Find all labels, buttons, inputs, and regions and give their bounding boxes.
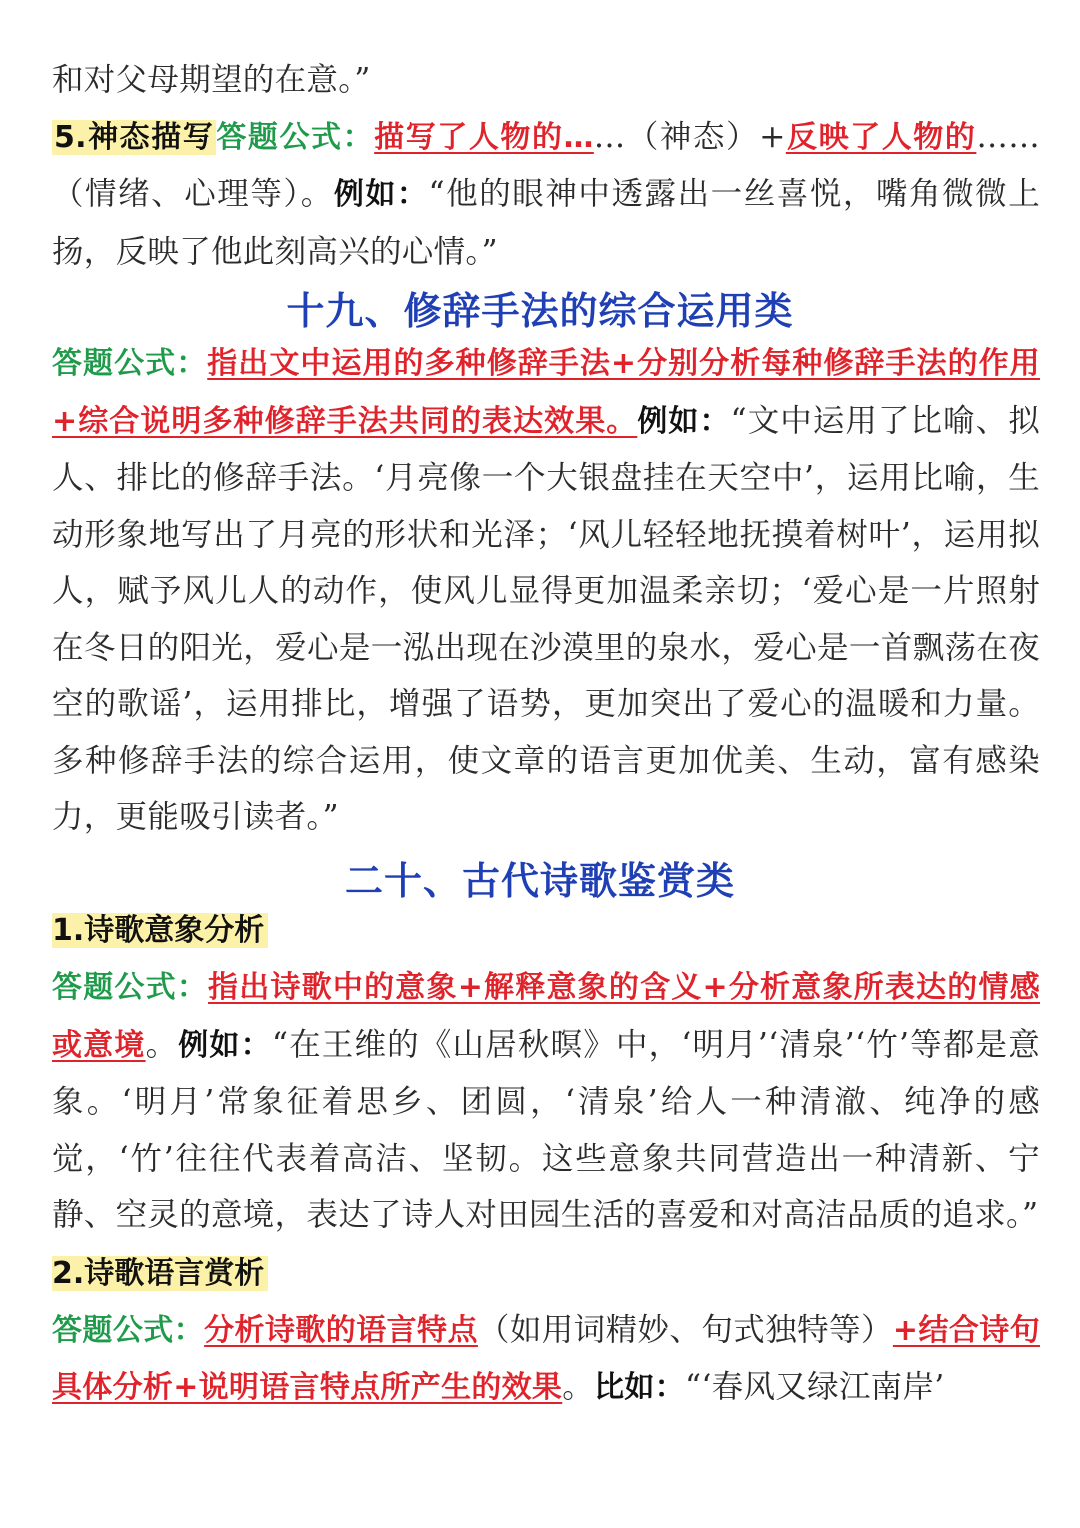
section19-example-text: “文中运用了比喻、拟人、排比的修辞手法。‘月亮像一个大银盘挂在天空中’，运用比喻，生动形象地写出了月亮的形状和光泽；‘风儿轻轻地抚摸着树叶’，运用拟人，赋予风儿人的动作，使风儿显得更加温柔亲切；‘爱心是一片照射在冬日的阳光，爱心是一泓出现在沙漠里的泉水，爱心是一首飘荡在夜空的歌谣’，运用排比，增强了语势，更加突出了爱心的温暖和力量。多种修辞手法的综合运用，使文章的语言更加优美、生动，富有感染力，更能吸引读者。” bbox=[52, 402, 1040, 835]
section19-paragraph bbox=[52, 335, 1040, 846]
text-line1: 和对父母期望的在意。” bbox=[52, 62, 371, 98]
item5-label: 5.神态描写 bbox=[54, 119, 215, 155]
section20-item2-formula-part2: +结合诗句具体分析+说明语言特点所产生的效果 bbox=[52, 1312, 1041, 1405]
section19-body bbox=[52, 335, 1040, 846]
section19-example-label: 例如： bbox=[637, 403, 731, 439]
section20-item2-sep: 。 bbox=[562, 1369, 595, 1405]
section20-item1-example-label: 例如： bbox=[178, 1027, 272, 1063]
paragraph-line1 bbox=[52, 52, 1040, 109]
section18-tail bbox=[52, 52, 1040, 280]
section19-title: 十九、修辞手法的综合运用类 bbox=[286, 289, 794, 333]
section20-item1-sep: 。 bbox=[145, 1026, 179, 1063]
item5-formula-label: 答题公式： bbox=[216, 119, 375, 155]
section19-formula: 指出文中运用的多种修辞手法+分别分析每种修辞手法的作用+综合说明多种修辞手法共同的表达效果。 bbox=[52, 346, 1040, 439]
section20-item2-paragraph bbox=[52, 1302, 1040, 1417]
item5-example-label: 例如： bbox=[333, 177, 429, 212]
section20-item2-formula-text1: （如用词精妙、句式独特等） bbox=[477, 1311, 893, 1348]
section20-title: 二十、古代诗歌鉴赏类 bbox=[344, 859, 735, 903]
item5-formula-text2: ……（情绪、心理等）。 bbox=[52, 118, 1040, 212]
section20-item1-label: 1.诗歌意象分析 bbox=[52, 913, 268, 948]
section20-item1-heading bbox=[52, 903, 1040, 959]
section20-item1-example-text: “在王维的《山居秋暝》中，‘明月’‘清泉’‘竹’等都是意象。‘明月’常象征着思乡、团圆，‘清泉’给人一种清澈、纯净的感觉，‘竹’往往代表着高洁、坚韧。这些意象共同营造出一种清新、宁静、空灵的意境，表达了诗人对田园生活的喜爱和对高洁品质的追求。” bbox=[52, 1026, 1040, 1233]
item5-formula-part1: 描写了人物的… bbox=[374, 119, 594, 155]
section20-item2-label: 2.诗歌语言赏析 bbox=[52, 1256, 268, 1291]
section20-item2-formula-label: 答题公式： bbox=[52, 1312, 205, 1348]
section19-formula-label: 答题公式： bbox=[52, 346, 208, 381]
section20-item1-paragraph bbox=[52, 959, 1040, 1244]
item5-formula-text1: …（神态）+ bbox=[593, 118, 786, 155]
paragraph-item5 bbox=[52, 109, 1040, 281]
item5-example-text: “他的眼神中透露出一丝喜悦，嘴角微微上扬，反映了他此刻高兴的心情。” bbox=[52, 176, 1041, 270]
section20-item2-example-text: “‘春风又绿江南岸’ bbox=[684, 1369, 945, 1405]
section20-item2-formula-part1: 分析诗歌的语言特点 bbox=[204, 1312, 478, 1348]
item5-formula-part2: 反映了人物的 bbox=[785, 119, 977, 155]
section20-item2-heading bbox=[52, 1246, 1040, 1302]
section20-item2-example-label: 比如： bbox=[594, 1370, 685, 1405]
section20-item1-formula-label: 答题公式： bbox=[52, 970, 209, 1005]
section20-item1-formula: 指出诗歌中的意象+解释意象的含义+分析意象所表达的情感或意境 bbox=[52, 970, 1041, 1063]
section20-body bbox=[52, 903, 1040, 1417]
